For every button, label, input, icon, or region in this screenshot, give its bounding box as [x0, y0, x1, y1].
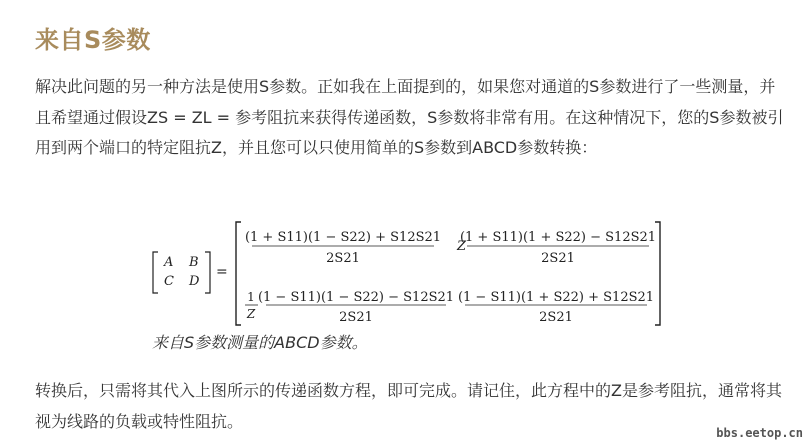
- site-watermark: bbs.eetop.cn: [716, 426, 803, 440]
- equation-caption: 来自S参数测量的ABCD参数。: [152, 333, 368, 352]
- section-heading: 来自S参数: [35, 26, 151, 54]
- lhs-left-bracket: [153, 252, 158, 293]
- m21-one: 1: [247, 290, 255, 304]
- m11-numerator: (1 + S11)(1 − S22) + S12S21: [244, 230, 442, 245]
- m21-denominator: 2S21: [339, 310, 373, 325]
- m12-denominator: 2S21: [541, 251, 575, 266]
- m21-z: Z: [246, 307, 256, 321]
- lhs-right-bracket: [205, 252, 210, 293]
- conclusion-paragraph: 转换后，只需将其代入上图所示的传递函数方程，即可完成。请记住，此方程中的Z是参考阻抗，通常将其视为线路的负载或特性阻抗。: [35, 381, 782, 431]
- matrix-a: A: [164, 255, 174, 270]
- matrix-b: B: [189, 255, 199, 270]
- m22-denominator: 2S21: [539, 310, 573, 325]
- m11-denominator: 2S21: [326, 251, 360, 266]
- intro-paragraph: 解决此问题的另一种方法是使用S参数。正如我在上面提到的，如果您对通道的S参数进行了一些测量，并且希望通过假设ZS = ZL = 参考阻抗来获得传递函数，S参数将非常有用。在这种情况下，您的S参数被引用到两个端口的特定阻抗Z，并且您可以只使用简单的S参数到ABCD参数转换：: [35, 77, 784, 157]
- m21-numerator: (1 − S11)(1 − S22) − S12S21: [257, 290, 455, 305]
- m12-z: Z: [457, 239, 467, 254]
- matrix-d: D: [189, 274, 200, 289]
- m12-numerator: (1 + S11)(1 + S22) − S12S21: [459, 230, 657, 245]
- m22-numerator: (1 − S11)(1 + S22) + S12S21: [457, 290, 655, 305]
- rhs-left-bracket: [236, 222, 241, 325]
- matrix-c: C: [164, 274, 174, 289]
- equals-sign: =: [216, 264, 228, 280]
